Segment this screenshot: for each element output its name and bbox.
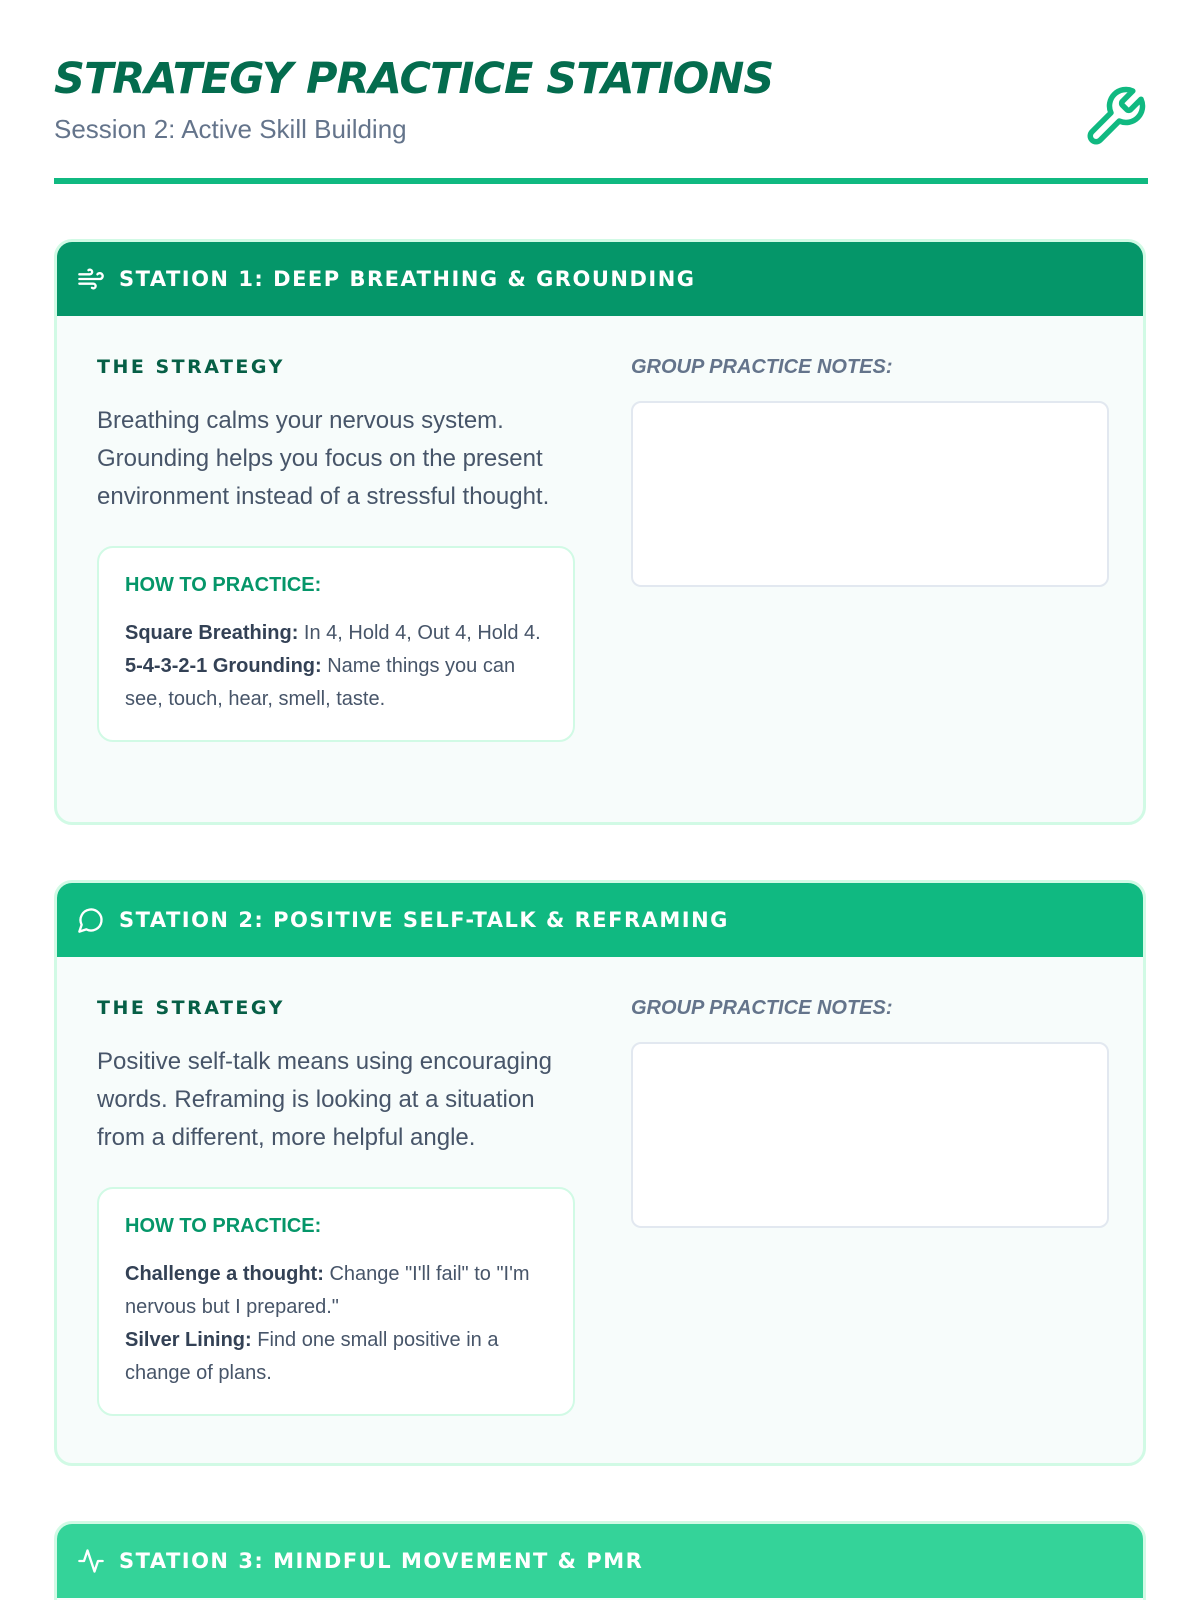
group-notes-label: GROUP PRACTICE NOTES: (631, 356, 893, 378)
notes-column-2 (631, 997, 1111, 1228)
group-notes-field[interactable] (631, 401, 1109, 587)
station-header-3 (57, 1524, 1143, 1598)
practice-item-label: Square Breathing: (125, 622, 299, 644)
how-to-practice-box (97, 1187, 575, 1416)
practice-item-label: Silver Lining: (125, 1329, 252, 1351)
strategy-description: Breathing calms your nervous system. Grounding helps you focus on the present environment instead of a stressful thought. (97, 407, 550, 510)
how-to-practice-title: HOW TO PRACTICE: (125, 574, 322, 596)
practice-item (125, 617, 547, 650)
practice-item-label: Challenge a thought: (125, 1263, 324, 1285)
practice-item-text: Name things you can see, touch, hear, smell, taste. (125, 655, 516, 710)
page-title: STRATEGY PRACTICE STATIONS (54, 54, 774, 104)
wind-icon (77, 265, 105, 293)
practice-item-text: In 4, Hold 4, Out 4, Hold 4. (298, 622, 541, 644)
practice-item (125, 1324, 547, 1390)
station-title-1: STATION 1: DEEP BREATHING & GROUNDING (119, 267, 696, 291)
practice-item-text: Find one small positive in a change of plans. (125, 1329, 499, 1384)
page-header (54, 44, 1148, 184)
strategy-column-2 (97, 997, 577, 1416)
station-title-2: STATION 2: POSITIVE SELF-TALK & REFRAMING (119, 908, 729, 932)
group-notes-label: GROUP PRACTICE NOTES: (631, 997, 893, 1019)
wrench-icon (1082, 84, 1148, 150)
station-header-2 (57, 883, 1143, 957)
practice-item (125, 650, 547, 716)
strategy-description: Positive self-talk means using encouraging words. Reframing is looking at a situation from a different, more helpful angle. (97, 1048, 552, 1151)
group-notes-field[interactable] (631, 1042, 1109, 1228)
strategy-label: THE STRATEGY (97, 356, 285, 378)
practice-item (125, 1258, 547, 1324)
strategy-label: THE STRATEGY (97, 997, 285, 1019)
how-to-practice-box (97, 546, 575, 742)
station-header-1 (57, 242, 1143, 316)
station-card-3 (54, 1521, 1146, 1600)
notes-column-1 (631, 356, 1111, 587)
header-divider (54, 178, 1148, 184)
station-card-1 (54, 239, 1146, 825)
station-card-2 (54, 880, 1146, 1466)
practice-item-label: 5-4-3-2-1 Grounding: (125, 655, 322, 677)
station-title-3: STATION 3: MINDFUL MOVEMENT & PMR (119, 1549, 644, 1573)
practice-item-text: Change "I'll fail" to "I'm nervous but I prepared." (125, 1263, 530, 1318)
page-subtitle: Session 2: Active Skill Building (54, 114, 407, 144)
speech-bubble-icon (77, 906, 105, 934)
strategy-column-1 (97, 356, 577, 742)
how-to-practice-title: HOW TO PRACTICE: (125, 1215, 322, 1237)
pulse-icon (77, 1547, 105, 1575)
